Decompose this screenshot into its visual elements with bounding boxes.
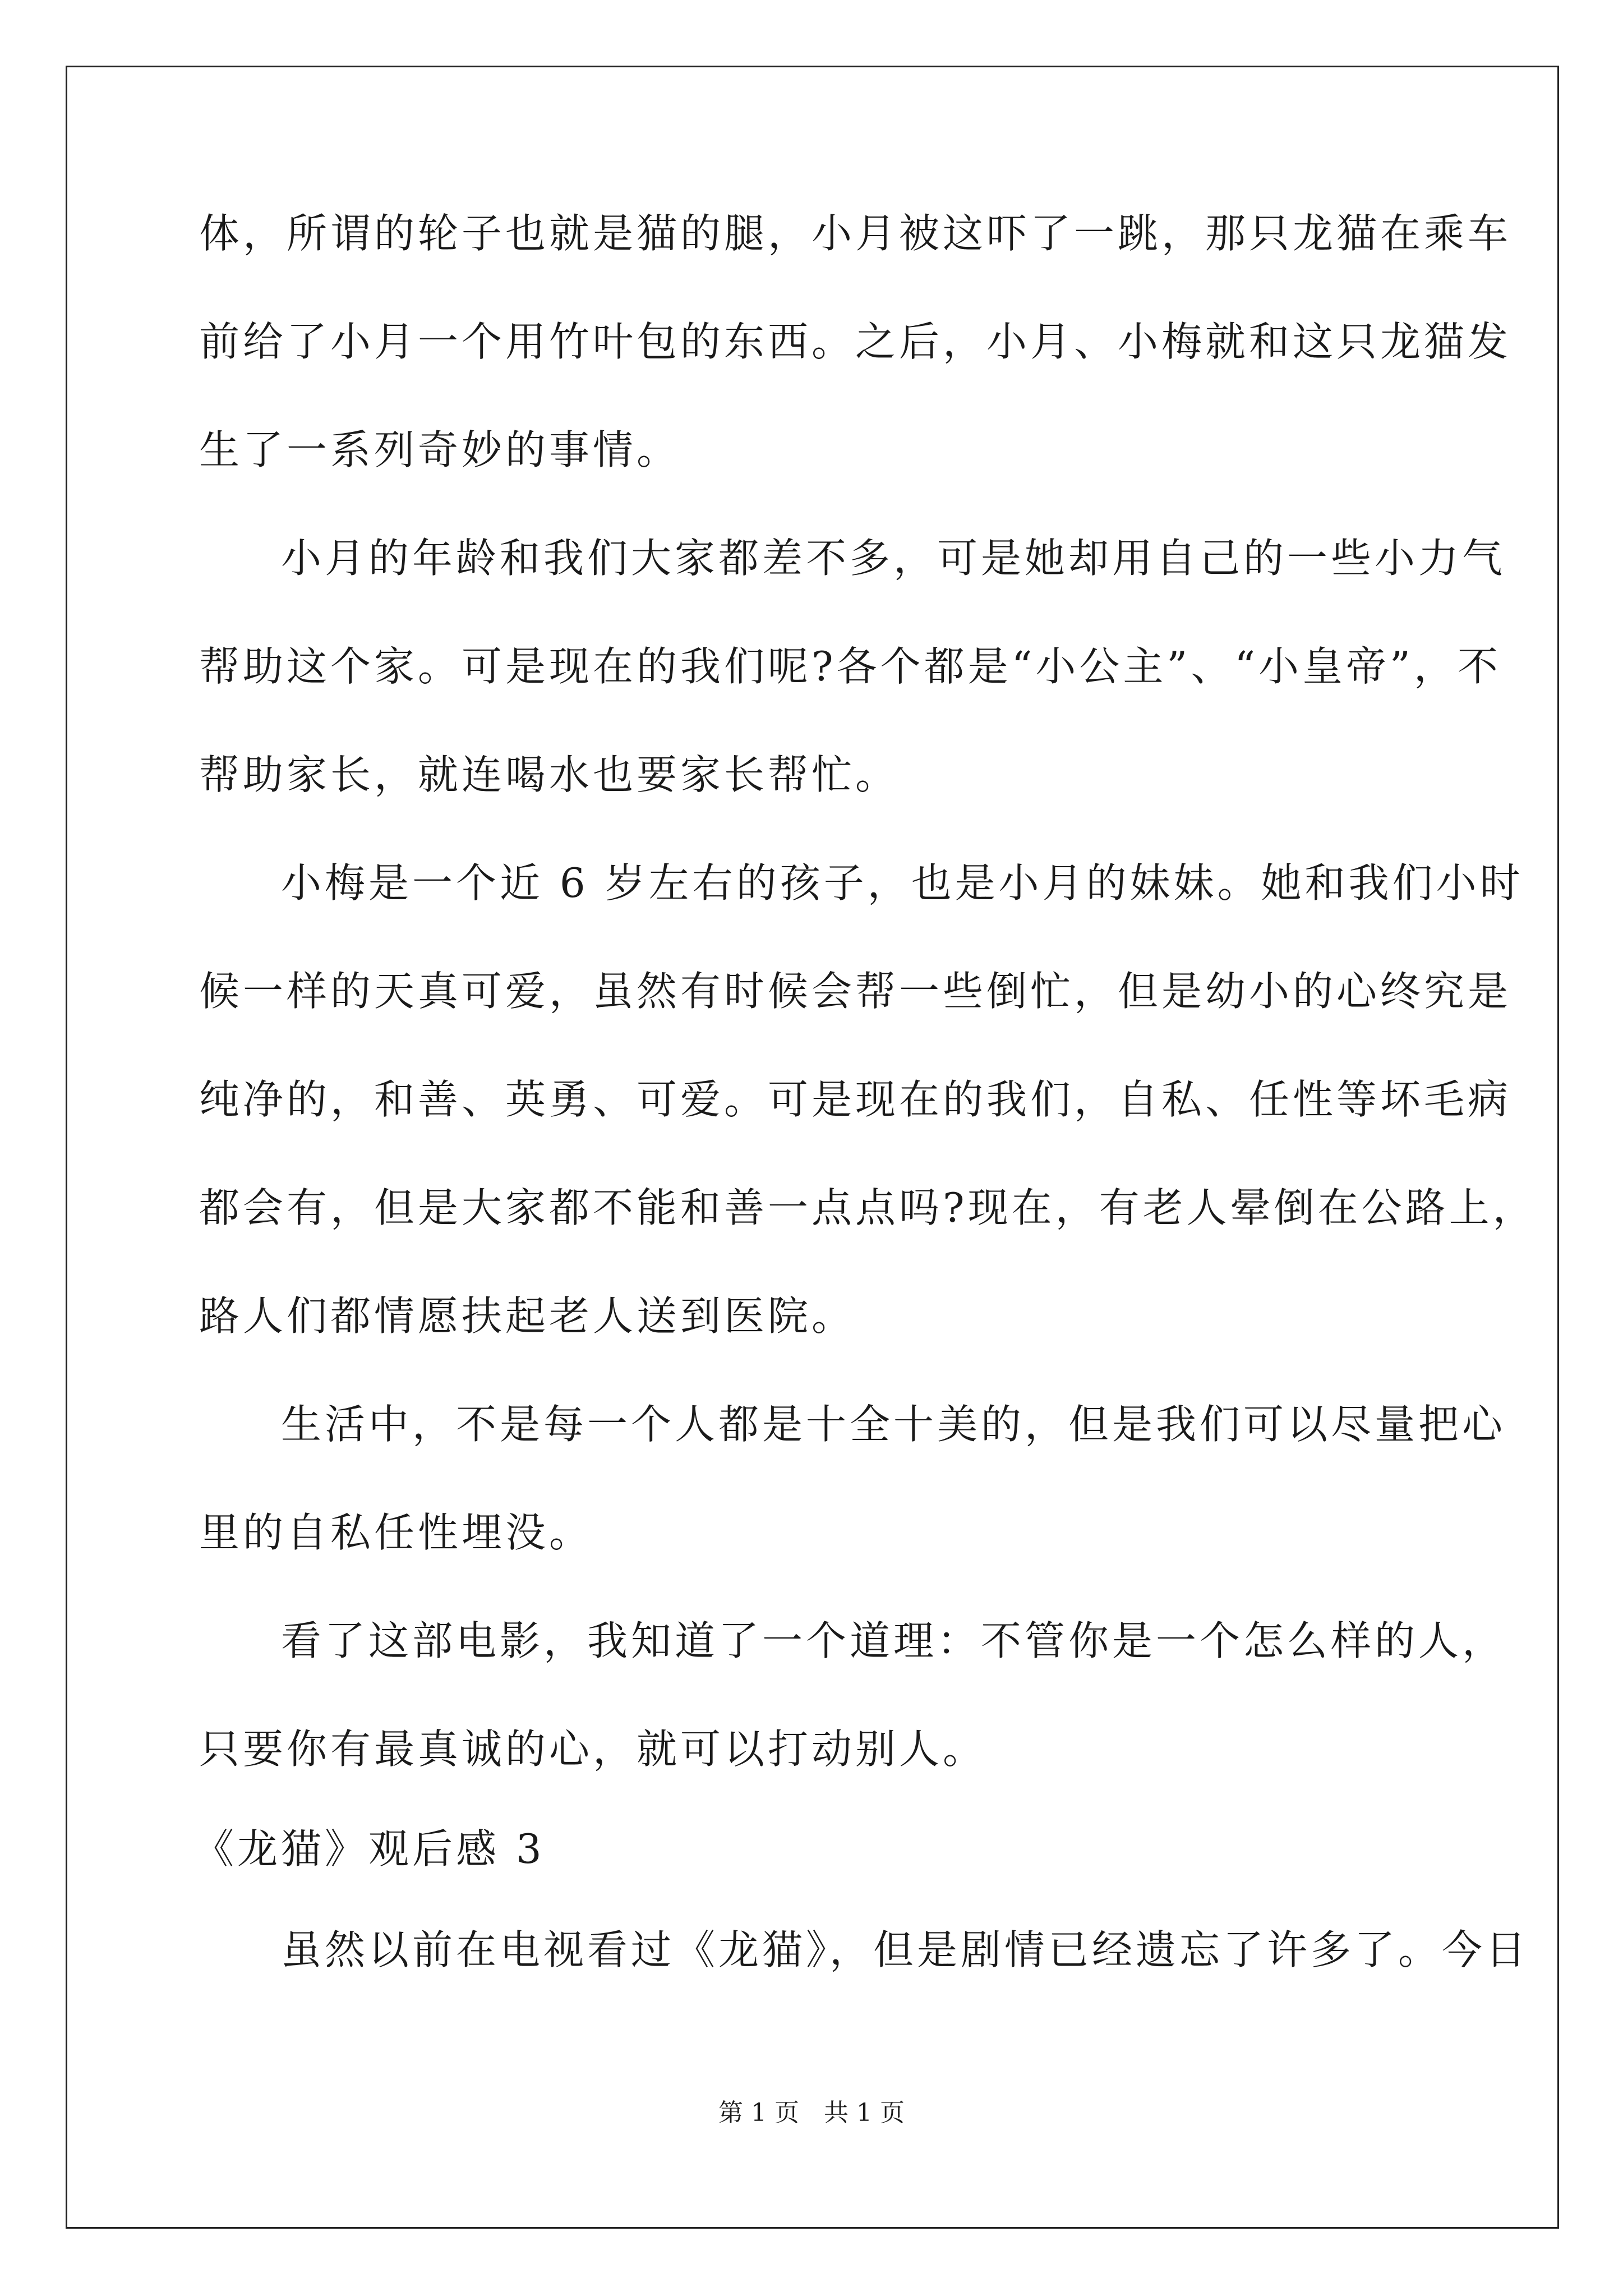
body-line: 前给了小月一个用竹叶包的东西。之后，小月、小梅就和这只龙猫发 xyxy=(199,318,1512,365)
body-line: 都会有，但是大家都不能和善一点点吗?现在，有老人晕倒在公路上， xyxy=(199,1184,1537,1231)
page-border xyxy=(66,66,1559,2229)
paragraph-start-line: 虽然以前在电视看过《龙猫》，但是剧情已经遗忘了许多了。今日 xyxy=(281,1926,1530,1973)
paragraph-start-line: 看了这部电影，我知道了一个道理：不管你是一个怎么样的人， xyxy=(281,1617,1506,1664)
body-line: 里的自私任性埋没。 xyxy=(199,1509,593,1556)
page-number: 第 1 页 共 1 页 xyxy=(718,2099,905,2127)
body-line: 纯净的，和善、英勇、可爱。可是现在的我们，自私、任性等坏毛病 xyxy=(199,1076,1512,1123)
section-heading: 《龙猫》观后感 3 xyxy=(193,1825,545,1872)
body-line: 帮助这个家。可是现在的我们呢?各个都是“小公主”、“小皇帝”，不 xyxy=(199,643,1501,690)
body-line: 生了一系列奇妙的事情。 xyxy=(199,426,681,473)
paragraph-start-line: 小梅是一个近 6 岁左右的孩子，也是小月的妹妹。她和我们小时 xyxy=(281,859,1524,907)
paragraph-start-line: 生活中，不是每一个人都是十全十美的，但是我们可以尽量把心 xyxy=(281,1401,1506,1448)
body-line: 路人们都情愿扶起老人送到医院。 xyxy=(199,1292,856,1340)
body-line: 帮助家长，就连喝水也要家长帮忙。 xyxy=(199,751,900,798)
body-line: 只要你有最真诚的心，就可以打动别人。 xyxy=(199,1726,987,1773)
body-line: 候一样的天真可爱，虽然有时候会帮一些倒忙，但是幼小的心终究是 xyxy=(199,968,1512,1015)
paragraph-start-line: 小月的年龄和我们大家都差不多，可是她却用自己的一些小力气 xyxy=(281,535,1506,582)
body-line: 体，所谓的轮子也就是猫的腿，小月被这吓了一跳，那只龙猫在乘车 xyxy=(199,210,1512,257)
